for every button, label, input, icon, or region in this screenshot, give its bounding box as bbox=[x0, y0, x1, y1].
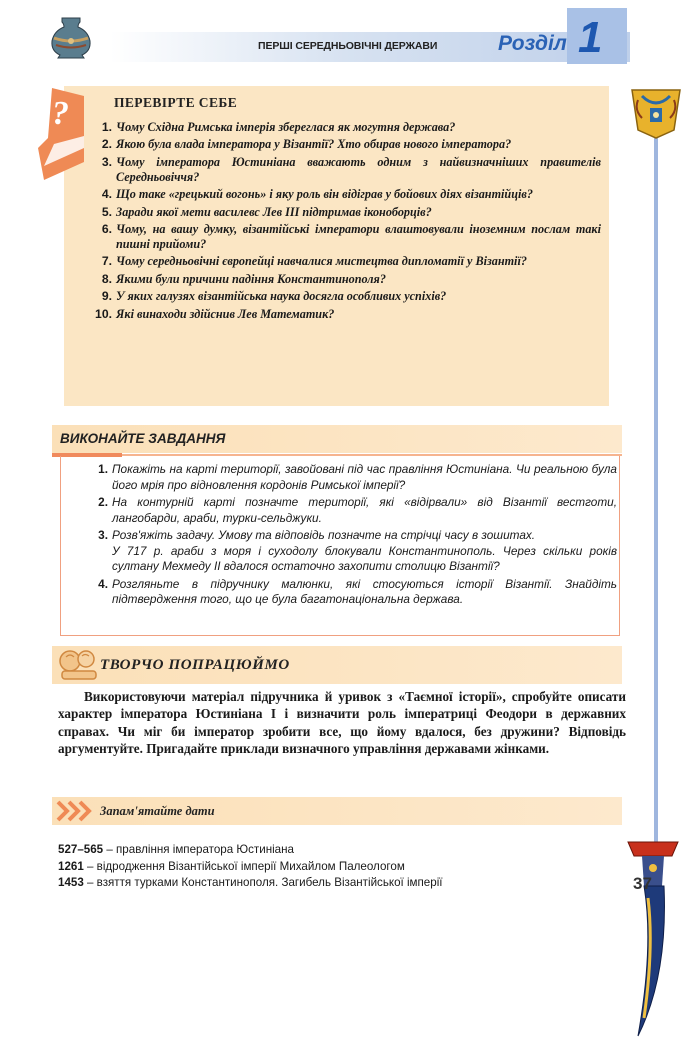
question-text: Чому Східна Римська імперія збереглася як могутня держава? bbox=[116, 120, 456, 134]
question-item bbox=[86, 289, 601, 304]
question-text: Заради якої мети василевс Лев III підтримав іконоборців? bbox=[116, 204, 432, 219]
date-year: 1453 bbox=[58, 876, 84, 890]
task-list bbox=[84, 462, 617, 610]
question-item bbox=[86, 272, 601, 287]
task-number: 4. bbox=[98, 576, 108, 591]
date-year: 1261 bbox=[58, 859, 84, 873]
question-number: 9. bbox=[101, 289, 112, 304]
question-item bbox=[86, 155, 601, 185]
task-item bbox=[84, 577, 617, 608]
question-item bbox=[86, 254, 601, 269]
creative-title: ТВОРЧО ПОПРАЦЮЙМО bbox=[100, 657, 290, 673]
task-text bbox=[112, 528, 617, 575]
chapter-number: 1 bbox=[578, 13, 603, 62]
creative-task-icon bbox=[56, 647, 102, 683]
question-list bbox=[86, 120, 601, 324]
question-text: Чому, на вашу думку, візантійські імператори влаштовували іноземним послам такі пишні прийоми? bbox=[116, 221, 601, 251]
date-year: 527–565 bbox=[58, 843, 104, 856]
dagger-ornament-icon bbox=[620, 838, 690, 1048]
task-text bbox=[112, 495, 617, 526]
question-item bbox=[86, 187, 601, 202]
dates-list bbox=[58, 842, 618, 892]
question-text: Які винаходи здійснив Лев Математик? bbox=[116, 306, 335, 321]
question-number: 4. bbox=[101, 187, 112, 202]
question-text: Якими були причини падіння Константинополя? bbox=[116, 271, 386, 286]
date-item bbox=[58, 842, 618, 859]
question-number: 1. bbox=[101, 120, 112, 134]
question-text: У яких галузях візантійська наука досягла особливих успіхів? bbox=[116, 289, 447, 304]
question-text: Якою була влада імператора у Візантії? Хто обирав нового імператора? bbox=[116, 137, 512, 152]
task-text bbox=[112, 577, 617, 608]
date-description: – взяття турками Константинополя. Загибель Візантійської імперії bbox=[83, 876, 443, 890]
triple-chevron-icon bbox=[56, 800, 96, 822]
task-item bbox=[84, 495, 617, 526]
date-description: – відродження Візантійської імперії Михайлом Палеологом bbox=[83, 859, 405, 873]
task-number: 2. bbox=[98, 495, 108, 509]
chapter-label: Розділ bbox=[498, 32, 567, 55]
task-item bbox=[84, 462, 617, 493]
task-number: 3. bbox=[98, 528, 108, 542]
question-text: Чому середньовічні європейці навчалися мистецтва дипломатії у Візантії? bbox=[116, 254, 527, 269]
question-item bbox=[86, 307, 601, 322]
question-item bbox=[86, 137, 601, 152]
svg-text:?: ? bbox=[52, 95, 69, 132]
task-item bbox=[84, 528, 617, 575]
task-number: 1. bbox=[98, 462, 108, 476]
side-decorative-line bbox=[654, 130, 658, 870]
dates-title: Запам'ятайте дати bbox=[100, 804, 215, 818]
question-item bbox=[86, 120, 601, 135]
question-item bbox=[86, 205, 601, 220]
byzantine-ornament-icon bbox=[628, 84, 684, 140]
task-text-line: Розв'яжіть задачу. Умову та відповідь позначте на стрічці часу в зошитах. bbox=[112, 528, 536, 542]
task-text-line: У 717 р. араби з моря і суходолу блокували Константинополь. Через скільки років султану Мехмеду II вдалося остаточно захопити столицю Візантії? bbox=[112, 543, 617, 573]
question-item bbox=[86, 222, 601, 252]
task-text-line: Покажіть на карті території, завойовані під час правління Юстиніана. Чи реальною була його мрія про відновлення кордонів Римської імперії? bbox=[112, 462, 617, 492]
question-number: 10. bbox=[95, 306, 112, 321]
page-number: 37 bbox=[633, 874, 652, 893]
date-item bbox=[58, 875, 618, 892]
question-text: Що таке «грецький вогонь» і яку роль він відіграв у бойових діях візантійців? bbox=[116, 187, 533, 202]
question-number: 7. bbox=[101, 254, 112, 269]
running-header-title: ПЕРШІ СЕРЕДНЬОВІЧНІ ДЕРЖАВИ bbox=[258, 40, 438, 52]
question-number: 8. bbox=[101, 271, 112, 286]
tasks-title: ВИКОНАЙТЕ ЗАВДАННЯ bbox=[60, 431, 226, 446]
question-mark-icon bbox=[38, 88, 84, 180]
question-number: 3. bbox=[101, 154, 112, 169]
question-number: 5. bbox=[101, 204, 112, 219]
review-title: ПЕРЕВІРТЕ СЕБЕ bbox=[114, 95, 238, 110]
question-number: 2. bbox=[101, 137, 112, 152]
question-number: 6. bbox=[101, 221, 112, 236]
task-text-line: На контурній карті позначте території, які «відірвали» від Візантії вестготи, лангобарди, араби, турки-сельджуки. bbox=[112, 495, 617, 525]
task-text bbox=[112, 462, 617, 493]
task-text-line: Розгляньте в підручнику малюнки, які стосуються історії Візантії. Знайдіть підтвердження того, що це була багатонаціональна держава. bbox=[112, 576, 617, 606]
date-item bbox=[58, 859, 618, 876]
amphora-vase-icon bbox=[48, 14, 94, 60]
creative-body-text: Використовуючи матеріал підручника й уривок з «Таємної історії», спробуйте описати характер імператора Юстиніана І і визначити роль імператриці Феодори в державних справах. Чи міг би імператор зробити все, що йому вдалося, без дружини? Відповідь аргументуйте. Пригадайте приклади визначного управління державами жінками. bbox=[58, 689, 626, 757]
question-text: Чому імператора Юстиніана вважають одним з найвизначніших правителів Середньовіччя? bbox=[116, 154, 601, 184]
date-description: – правління імператора Юстиніана bbox=[103, 843, 294, 856]
